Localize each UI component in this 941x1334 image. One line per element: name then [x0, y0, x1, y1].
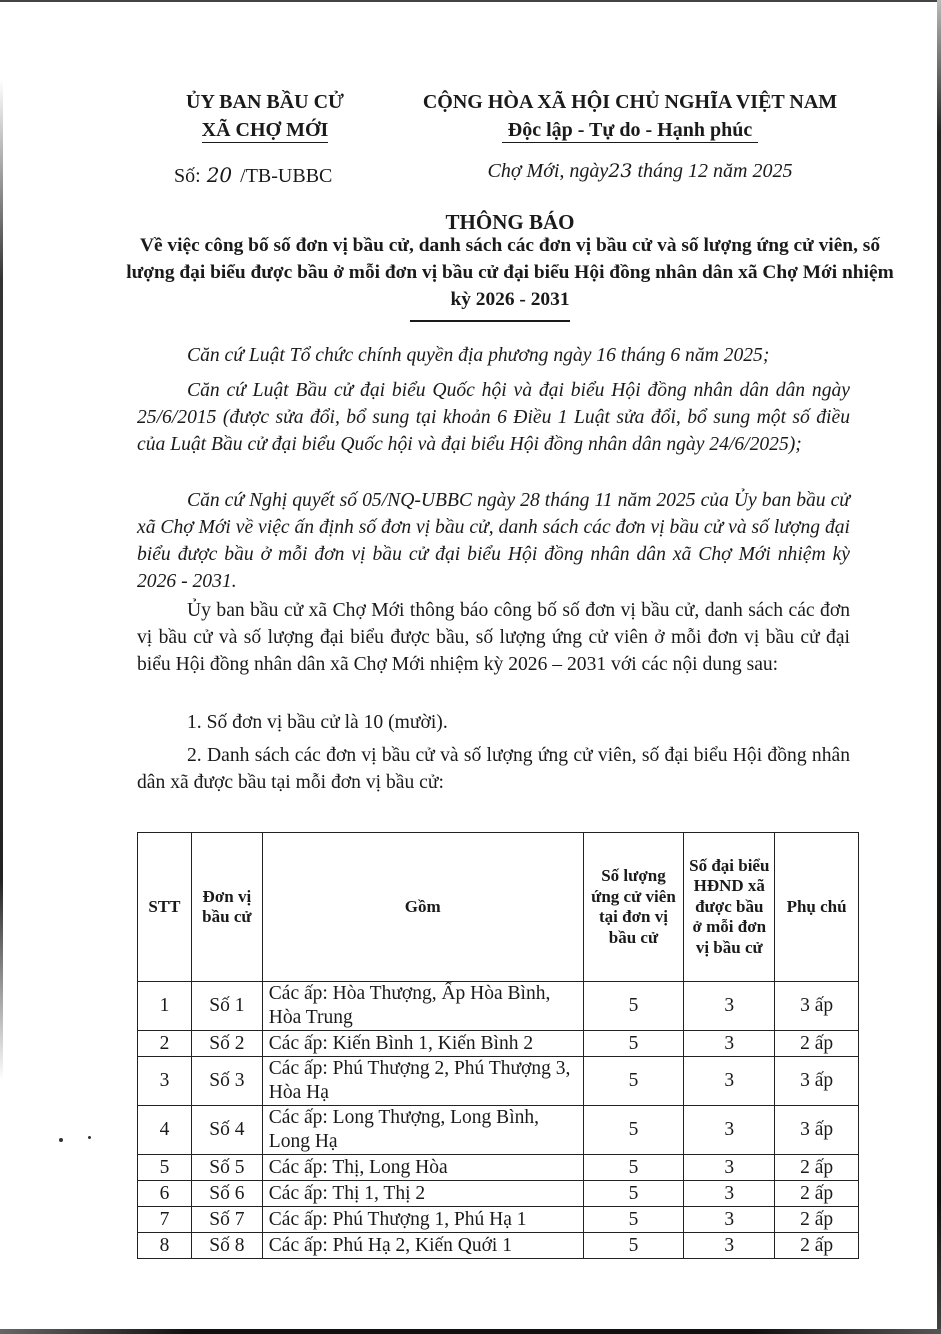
- cell-candidates: 5: [583, 1155, 684, 1181]
- cell-gom: Các ấp: Phú Hạ 2, Kiến Quới 1: [262, 1233, 583, 1259]
- header-candidates: Số lượng ứng cử viên tại đơn vị bầu cử: [583, 833, 684, 982]
- cell-note: 2 ấp: [775, 1155, 859, 1181]
- cell-delegates: 3: [684, 1181, 775, 1207]
- cell-gom: Các ấp: Long Thượng, Long Bình, Long Hạ: [262, 1106, 583, 1155]
- cell-candidates: 5: [583, 1207, 684, 1233]
- legal-basis-3: Căn cứ Nghị quyết số 05/NQ-UBBC ngày 28 tháng 11 năm 2025 của Ủy ban bầu cử xã Chợ Mới về việc ấn định số đơn vị bầu cử, danh sách các đơn vị bầu cử và số lượng đại biểu được bầu ở mỗi đơn vị bầu cử đại biểu Hội đồng nhân dân xã Chợ Mới nhiệm kỳ 2026 - 2031.: [137, 490, 850, 592]
- cell-note: 2 ấp: [775, 1207, 859, 1233]
- cell-gom: Các ấp: Kiến Bình 1, Kiến Bình 2: [262, 1031, 583, 1057]
- cell-stt: 4: [138, 1106, 192, 1155]
- cell-candidates: 5: [583, 1181, 684, 1207]
- cell-delegates: 3: [684, 982, 775, 1031]
- announcement-paragraph: Ủy ban bầu cử xã Chợ Mới thông báo công bố số đơn vị bầu cử, danh sách các đơn vị bầu cử và số lượng đại biểu được bầu, số lượng ứng cử viên ở mỗi đơn vị bầu cử đại biểu Hội đồng nhân dân xã Chợ Mới nhiệm kỳ 2026 – 2031 với các nội dung sau:: [137, 600, 850, 675]
- table-row: [138, 1155, 859, 1181]
- cell-gom: Các ấp: Thị 1, Thị 2: [262, 1181, 583, 1207]
- header-delegates: Số đại biểu HĐND xã được bầu ở mỗi đơn vị bầu cử: [684, 833, 775, 982]
- header-unit: Đơn vị bầu cử: [191, 833, 262, 982]
- cell-gom: Các ấp: Phú Thượng 2, Phú Thượng 3, Hòa Hạ: [262, 1057, 583, 1106]
- electoral-units-table: [137, 832, 859, 1259]
- legal-basis-2: Căn cứ Luật Bầu cử đại biểu Quốc hội và đại biểu Hội đồng nhân dân dân ngày 25/6/2015 (được sửa đổi, bổ sung tại khoản 6 Điều 1 Luật sửa đổi, bổ sung một số điều của Luật Bầu cử đại biểu Quốc hội và đại biểu Hội đồng nhân dân ngày 24/6/2025);: [137, 380, 850, 455]
- national-motto: [395, 88, 865, 144]
- cell-unit: Số 8: [191, 1233, 262, 1259]
- handwritten-number: 20: [206, 163, 233, 187]
- table-row: [138, 1031, 859, 1057]
- date-suffix: tháng 12 năm 2025: [637, 160, 793, 182]
- table-row: [138, 1181, 859, 1207]
- cell-stt: 6: [138, 1181, 192, 1207]
- document-title: THÔNG BÁO: [445, 210, 575, 234]
- country-name: CỘNG HÒA XÃ HỘI CHỦ NGHĨA VIỆT NAM: [422, 91, 838, 113]
- cell-candidates: 5: [583, 982, 684, 1031]
- item-2: 2. Danh sách các đơn vị bầu cử và số lượng ứng cử viên, số đại biểu Hội đồng nhân dân xã được bầu tại mỗi đơn vị bầu cử:: [137, 745, 850, 793]
- scan-edge-right: [937, 0, 941, 1334]
- table-row: [138, 1233, 859, 1259]
- table-header-row: [138, 833, 859, 982]
- cell-delegates: 3: [684, 1031, 775, 1057]
- motto: Độc lập - Tự do - Hạnh phúc: [502, 118, 758, 143]
- cell-candidates: 5: [583, 1233, 684, 1259]
- scan-speck: [59, 1138, 63, 1142]
- authority-name: ỦY BAN BẦU CỬ: [186, 91, 344, 113]
- cell-stt: 2: [138, 1031, 192, 1057]
- header-note: Phụ chú: [775, 833, 859, 982]
- cell-stt: 7: [138, 1207, 192, 1233]
- legal-basis-1: Căn cứ Luật Tổ chức chính quyền địa phương ngày 16 tháng 6 năm 2025;: [187, 345, 770, 366]
- cell-unit: Số 3: [191, 1057, 262, 1106]
- document-date: [430, 160, 850, 183]
- document-number: [174, 163, 332, 188]
- table-row: [138, 1057, 859, 1106]
- title-divider: [410, 320, 570, 322]
- cell-unit: Số 2: [191, 1031, 262, 1057]
- scan-edge-top: [0, 0, 941, 2]
- date-prefix: Chợ Mới, ngày: [487, 160, 609, 182]
- table-row: [138, 982, 859, 1031]
- cell-stt: 8: [138, 1233, 192, 1259]
- cell-candidates: 5: [583, 1057, 684, 1106]
- scan-edge-bottom: [0, 1329, 941, 1334]
- cell-delegates: 3: [684, 1057, 775, 1106]
- table-row: [138, 1207, 859, 1233]
- cell-stt: 3: [138, 1057, 192, 1106]
- cell-gom: Các ấp: Thị, Long Hòa: [262, 1155, 583, 1181]
- cell-delegates: 3: [684, 1106, 775, 1155]
- cell-delegates: 3: [684, 1155, 775, 1181]
- cell-unit: Số 6: [191, 1181, 262, 1207]
- item-1: 1. Số đơn vị bầu cử là 10 (mười).: [187, 712, 448, 733]
- authority-commune: XÃ CHỢ MỚI: [201, 119, 329, 141]
- cell-delegates: 3: [684, 1207, 775, 1233]
- cell-gom: Các ấp: Phú Thượng 1, Phú Hạ 1: [262, 1207, 583, 1233]
- scan-edge-left: [0, 80, 3, 1080]
- cell-note: 3 ấp: [775, 982, 859, 1031]
- header-gom: Gồm: [262, 833, 583, 982]
- number-label: Số:: [174, 165, 201, 187]
- cell-delegates: 3: [684, 1233, 775, 1259]
- cell-stt: 1: [138, 982, 192, 1031]
- cell-stt: 5: [138, 1155, 192, 1181]
- document-subtitle: Về việc công bố số đơn vị bầu cử, danh sách các đơn vị bầu cử và số lượng ứng cử viên, số lượng đại biểu được bầu ở mỗi đơn vị bầu cử đại biểu Hội đồng nhân dân xã Chợ Mới nhiệm kỳ 2026 - 2031: [126, 235, 894, 310]
- cell-unit: Số 1: [191, 982, 262, 1031]
- cell-gom: Các ấp: Hòa Thượng, Ấp Hòa Bình, Hòa Trung: [262, 982, 583, 1031]
- cell-note: 2 ấp: [775, 1181, 859, 1207]
- header-stt: STT: [138, 833, 192, 982]
- cell-note: 3 ấp: [775, 1106, 859, 1155]
- cell-note: 3 ấp: [775, 1057, 859, 1106]
- cell-candidates: 5: [583, 1031, 684, 1057]
- number-suffix: /TB-UBBC: [240, 165, 333, 187]
- cell-unit: Số 4: [191, 1106, 262, 1155]
- handwritten-day: 23: [608, 160, 633, 182]
- cell-unit: Số 5: [191, 1155, 262, 1181]
- cell-candidates: 5: [583, 1106, 684, 1155]
- issuing-authority: [160, 88, 370, 144]
- scan-speck: [88, 1136, 91, 1139]
- cell-unit: Số 7: [191, 1207, 262, 1233]
- table-row: [138, 1106, 859, 1155]
- cell-note: 2 ấp: [775, 1031, 859, 1057]
- cell-note: 2 ấp: [775, 1233, 859, 1259]
